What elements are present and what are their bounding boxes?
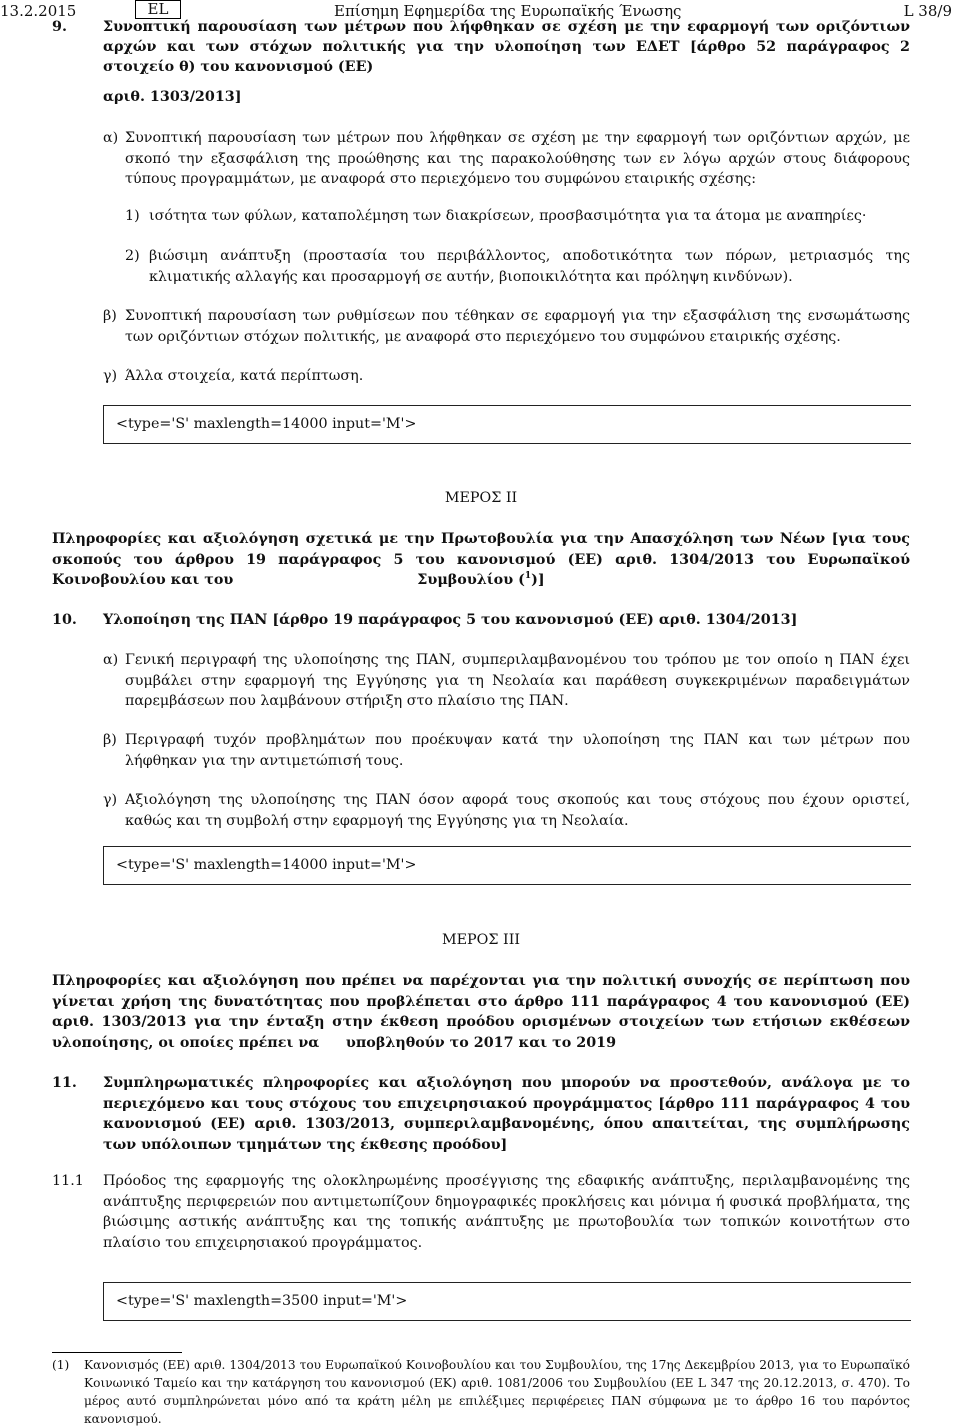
footnote-mark: (1) [52,1358,70,1372]
subitem-1-text: ισότητα των φύλων, καταπολέμηση των διακρίσεων, προσβασιμότητα για τα άτομα με αναπηρίες· [149,208,867,224]
footnote-separator [52,1352,182,1353]
section-10-title: Υλοποίηση της ΠΑΝ [άρθρο 19 παράγραφος 5 του κανονισμού (ΕΕ) αριθ. 1304/2013] [103,612,798,628]
item-b-label: β) [103,732,117,748]
part-2-title-end: Συμβουλίου ($^1$)] [417,571,545,588]
item-b-text: Περιγραφή τυχόν προβλημάτων που προέκυψαν κατά την υλοποίηση της ΠΑΝ και των μέτρων που λήφθηκαν για την αντιμετώπισή τους. [125,732,910,769]
section-9-number: 9. [52,19,67,35]
subitem-1-label: 1) [125,208,140,224]
item-c-text: Αξιολόγηση της υλοποίησης της ΠΑΝ όσον αφορά τους σκοπούς και τους στόχους που έχουν οριστεί, καθώς και τη συμβολή στην εφαρμογή της Εγγύησης για τη Νεολαία. [125,792,910,829]
publication-date: 13.2.2015 [0,2,77,20]
input-spec-box [103,1282,911,1321]
journal-title: Επίσημη Εφημερίδα της Ευρωπαϊκής Ένωσης [334,2,682,20]
input-spec-box [103,846,911,885]
section-11-1-number: 11.1 [52,1173,84,1189]
input-spec-text: <type='S' maxlength=3500 input='M'> [116,1293,408,1309]
footnote-reference[interactable]: 1 [524,571,532,582]
part-3-title-end: υποβληθούν το 2017 και το 2019 [345,1035,617,1051]
language-code-box: EL [135,0,181,19]
footnote-text: Κανονισμός (ΕΕ) αριθ. 1304/2013 του Ευρωπαϊκού Κοινοβουλίου και του Συμβουλίου, της 17ης Δεκεμβρίου 2013, για το Ευρωπαϊκό Κοινωνικό Ταμείο και την κατάργηση του κανονισμού (ΕΚ) αριθ. 1081/2006 του Συμβουλίου (ΕΕ L 347 της 20.12.2013, σ. 470). Το μέρος αυτό συμπληρώνεται μόνο από τα κράτη μέλη με επιλέξιμες περιφέρειες ΠΑΝ σύμφωνα με το άρθρο 16 του παρόντος κανονισμού. [84,1358,910,1426]
section-9-title-end: αριθ. 1303/2013] [103,89,242,105]
part-3-heading: ΜΕΡΟΣ III [441,932,520,948]
section-10-number: 10. [52,612,77,628]
section-11-title: Συμπληρωματικές πληροφορίες και αξιολόγηση που μπορούν να προστεθούν, ανάλογα με το περιεχόμενο και τους στόχους του επιχειρησιακού προγράμματος [άρθρο 111 παράγραφος 4 του κανονισμού (ΕΕ) αριθ. 1303/2013, συμπεριλαμβανομένης, όπου απαιτείται, της συμπλήρωσης των υπόλοιπων τμημάτων της έκθεσης προόδου] [103,1075,910,1153]
section-9-title: Συνοπτική παρουσίαση των μέτρων που λήφθηκαν σε σχέση με την εφαρμογή των οριζόντιων αρχών και των στόχων πολιτικής για την υλοποίηση των ΕΔΕΤ [άρθρο 52 παράγραφος 2 στοιχείο θ) του κανονισμού (ΕΕ) [103,19,910,75]
input-spec-box [103,405,911,444]
item-a-text: Γενική περιγραφή της υλοποίησης της ΠΑΝ, συμπεριλαμβανομένου του τρόπου με τον οποίο η ΠΑΝ έχει συμβάλει στην εφαρμογή της Εγγύησης για τη Νεολαία και παράθεση συγκεκριμένων παραδειγμάτων παρεμβάσεων που λαμβάνουν στήριξη στο πλαίσιο της ΠΑΝ. [125,652,910,709]
subitem-2-label: 2) [125,248,140,264]
part-3-title: Πληροφορίες και αξιολόγηση που πρέπει να παρέχονται για την πολιτική συνοχής σε περίπτωση που γίνεται χρήση της δυνατότητας που προβλέπεται στο άρθρο 111 παράγραφος 4 του κανονισμού (ΕΕ) αριθ. 1303/2013 για την ένταξη στην έκθεση προόδου ορισμένων στοιχείων των ετήσιων εκθέσεων υλοποίησης, οι οποίες πρέπει να [52,973,910,1051]
input-spec-text: <type='S' maxlength=14000 input='M'> [116,857,417,873]
part-2-title: Πληροφορίες και αξιολόγηση σχετικά με την Πρωτοβουλία για την Απασχόληση των Νέων [για τους σκοπούς του άρθρου 19 παράγραφος 5 του κανονισμού (ΕΕ) αριθ. 1304/2013 του Ευρωπαϊκού Κοινοβουλίου και του [52,531,910,588]
item-c-text: Άλλα στοιχεία, κατά περίπτωση. [125,368,364,384]
item-b-text: Συνοπτική παρουσίαση των ρυθμίσεων που τέθηκαν σε εφαρμογή για την εξασφάλιση της ενσωμάτωσης των οριζόντιων στόχων πολιτικής, με αναφορά στο περιεχόμενο του συμφώνου εταιρικής σχέσης. [125,308,910,345]
item-c-label: γ) [103,368,118,384]
section-11-number: 11. [52,1075,77,1091]
subitem-2-text: βιώσιμη ανάπτυξη (προστασία του περιβάλλοντος, αποδοτικότητα των πόρων, μετριασμός της κλιματικής αλλαγής και προσαρμογή σε αυτήν, βιοποικιλότητα και πρόληψη κινδύνων). [149,248,910,285]
item-a-text: Συνοπτική παρουσίαση των μέτρων που λήφθηκαν σε σχέση με την εφαρμογή των οριζόντιων αρχών, με σκοπό την εξασφάλιση της προώθησης και της παρακολούθησης των εν λόγω αρχών στους διάφορους τύπους προγραμμάτων, με αναφορά στο περιεχόμενο του συμφώνου εταιρικής σχέσης: [125,130,910,187]
section-11-1-text: Πρόοδος της εφαρμογής της ολοκληρωμένης προσέγγισης της εδαφικής ανάπτυξης, περιλαμβανομένης της ανάπτυξης περιφερειών που αντιμετωπίζουν δημογραφικές προκλήσεις και μόνιμα ή φυσικά προβλήματα, της βιώσιμης αστικής ανάπτυξης και της τοπικής ανάπτυξης με πρωτοβουλία των τοπικών κοινοτήτων στο πλαίσιο του επιχειρησιακού προγράμματος. [103,1173,910,1251]
item-b-label: β) [103,308,117,324]
item-a-label: α) [103,130,119,146]
part-2-heading: ΜΕΡΟΣ II [444,490,518,506]
item-c-label: γ) [103,792,118,808]
item-a-label: α) [103,652,119,668]
page-reference: L 38/9 [903,2,952,20]
input-spec-text: <type='S' maxlength=14000 input='M'> [116,416,417,432]
